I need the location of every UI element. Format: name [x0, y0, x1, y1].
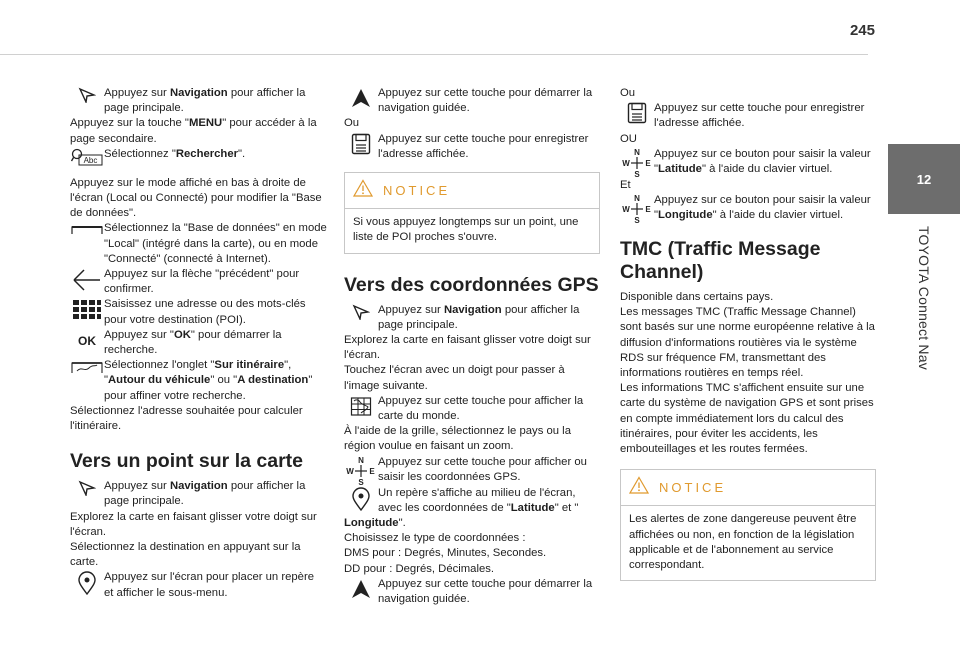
warning-triangle-icon: [353, 179, 373, 202]
step-navigation: [70, 479, 326, 509]
or-label: OU: [620, 132, 637, 145]
navigation-arrow-icon: [70, 479, 104, 496]
instruction-text: À l'aide de la grille, sélectionnez le pays ou la région voulue en faisant un zoom.: [344, 425, 571, 453]
world-grid-icon: [344, 394, 378, 417]
instruction-text: Sélectionnez "Rechercher".: [104, 147, 246, 160]
notice-box: [620, 469, 876, 581]
instruction-text: Explorez la carte en faisant glisser votre doigt sur l'écran.: [70, 510, 317, 538]
ok-icon: OK: [78, 333, 96, 348]
header-rule: [0, 54, 868, 55]
route-tab-icon: [70, 358, 104, 375]
compass-coordinates-icon: [620, 147, 654, 178]
instruction-text: Saisissez une adresse ou des mots-clés pour votre destination (POI).: [104, 298, 306, 326]
step-latitude: [620, 147, 876, 178]
instruction-text: Les informations TMC s'affichent ensuite sur une carte du système de navigation GPS et sont prises en compte immédiatement lors du calcul des itinéraires, pour éviter les accidents, les embouteillages et les routes fermées.: [620, 382, 874, 456]
instruction-text: DD pour : Degrés, Décimales.: [344, 562, 495, 575]
step-world: [344, 394, 600, 424]
instruction-text: Appuyez sur la flèche "précédent" pour confirmer.: [104, 268, 300, 296]
svg-text:N: N: [634, 194, 640, 204]
column-1: [70, 86, 326, 601]
notice-text: Les alertes de zone dangereuse peuvent être affichées ou non, en fonction de la législation applicable et de l'abonnement au service correspondant.: [629, 513, 857, 572]
chapter-number: 12: [916, 171, 932, 187]
start-guidance-icon: [344, 577, 378, 600]
step-route-tab: [70, 358, 326, 404]
instruction-text: Appuyez sur cette touche pour afficher la carte du monde.: [378, 394, 584, 423]
svg-text:Abc: Abc: [83, 155, 98, 165]
column-2: [344, 86, 600, 607]
instruction-text: Appuyez sur le mode affiché en bas à droite de l'écran (Local ou Connecté) pour modifier la "Base de données".: [70, 176, 322, 220]
instruction-text: Sélectionnez la "Base de données" en mode "Local" (intégré dans la carte), ou en mode "Connecté" (connecté à Internet).: [104, 222, 327, 265]
notice-header: [345, 173, 599, 209]
chapter-title: [888, 226, 960, 446]
svg-text:E: E: [645, 158, 651, 168]
instruction-text: Appuyez sur cette touche pour démarrer la navigation guidée.: [378, 87, 593, 115]
instruction-text: DMS pour : Degrés, Minutes, Secondes.: [344, 547, 547, 560]
instruction-text: Appuyez sur cette touche pour enregistrer l'adresse affichée.: [378, 132, 589, 160]
instruction-text: Sélectionnez la destination en appuyant sur la carte.: [70, 541, 301, 569]
step-search: [70, 147, 326, 166]
section-heading: TMC (Traffic Message Channel): [620, 238, 821, 284]
svg-text:E: E: [369, 466, 375, 476]
poi-grid-icon: [70, 297, 104, 320]
start-guidance-icon: [344, 86, 378, 109]
back-arrow-icon: [70, 267, 104, 292]
step-compass: [344, 455, 600, 486]
step-navigation: [344, 303, 600, 333]
svg-text:W: W: [622, 158, 630, 168]
instruction-text: Disponible dans certains pays.: [620, 291, 774, 304]
page-number: 245: [849, 22, 875, 39]
save-address-icon: [344, 132, 378, 155]
step-save: [344, 132, 600, 162]
instruction-text: Appuyez sur l'écran pour placer un repère et afficher le sous-menu.: [104, 571, 315, 599]
instruction-text: Appuyez sur cette touche pour afficher ou saisir les coordonnées GPS.: [378, 455, 587, 483]
navigation-arrow-icon: [70, 86, 104, 103]
section-heading: Vers un point sur la carte: [70, 450, 303, 473]
instruction-text: Appuyez sur la touche "MENU" pour accéder à la page secondaire.: [70, 117, 317, 145]
svg-text:E: E: [645, 205, 651, 215]
instruction-text: Sélectionnez l'onglet "Sur itinéraire", "Autour du véhicule" ou "A destination" pour affiner votre recherche.: [104, 359, 313, 402]
database-tab-icon: [70, 221, 104, 236]
svg-text:N: N: [358, 455, 364, 465]
svg-text:S: S: [634, 169, 640, 178]
instruction-text: Appuyez sur cette touche pour démarrer la navigation guidée.: [378, 577, 593, 606]
map-pin-icon: [70, 570, 104, 595]
or-label: Ou: [620, 87, 636, 99]
instruction-text: Appuyez sur Navigation pour afficher la page principale.: [378, 303, 580, 331]
save-address-icon: [620, 101, 654, 124]
step-pin: [70, 570, 326, 600]
compass-coordinates-icon: [620, 193, 654, 224]
notice-text: Si vous appuyez longtemps sur un point, une liste de POI proches s'ouvre.: [353, 216, 579, 244]
svg-text:W: W: [622, 205, 630, 215]
notice-box: [344, 172, 600, 254]
chapter-tab[interactable]: [888, 144, 960, 214]
instruction-text: Sélectionnez l'adresse souhaitée pour calculer l'itinéraire.: [70, 404, 303, 433]
instruction-text: Longitude".: [344, 517, 406, 530]
step-start: [344, 577, 600, 607]
step-poi: [70, 297, 326, 327]
step-database: [70, 221, 326, 267]
svg-text:N: N: [634, 147, 640, 157]
search-abc-icon: [70, 147, 104, 166]
svg-text:S: S: [358, 477, 364, 486]
instruction-text: Appuyez sur Navigation pour afficher la page principale.: [104, 480, 306, 508]
notice-header: [621, 470, 875, 506]
step-save: [620, 101, 876, 131]
step-longitude: [620, 193, 876, 224]
instruction-text: Touchez l'écran avec un doigt pour passer à l'image suivante.: [344, 364, 565, 392]
svg-text:W: W: [346, 466, 354, 476]
step-ok: [70, 328, 326, 358]
column-3: [620, 86, 876, 591]
compass-coordinates-icon: [344, 455, 378, 486]
map-pin-icon: [344, 486, 378, 511]
step-start: [344, 86, 600, 116]
instruction-text: Choisissez le type de coordonnées :: [344, 532, 526, 545]
step-navigation: [70, 86, 326, 116]
instruction-text: Explorez la carte en faisant glisser votre doigt sur l'écran.: [344, 334, 591, 362]
section-heading: Vers des coordonnées GPS: [344, 273, 599, 296]
navigation-arrow-icon: [344, 303, 378, 320]
instruction-text: Appuyez sur Navigation pour afficher la page principale.: [104, 87, 306, 115]
svg-text:S: S: [634, 216, 640, 225]
warning-triangle-icon: [629, 476, 649, 499]
notice-label: NOTICE: [383, 183, 451, 199]
instruction-text: Un repère s'affiche au milieu de l'écran, avec les coordonnées de "Latitude" et ": [378, 486, 579, 514]
instruction-text: Appuyez sur ce bouton pour saisir la valeur "Latitude" à l'aide du clavier virtuel.: [654, 147, 871, 176]
instruction-text: Appuyez sur "OK" pour démarrer la recherche.: [104, 328, 282, 357]
instruction-text: Appuyez sur cette touche pour enregistrer l'adresse affichée.: [654, 102, 865, 130]
or-label: Et: [620, 178, 631, 191]
step-back: [70, 267, 326, 297]
or-label: Ou: [344, 117, 360, 130]
instruction-text: Appuyez sur ce bouton pour saisir la valeur "Longitude" à l'aide du clavier virtuel.: [654, 194, 871, 222]
step-pin: [344, 486, 600, 516]
notice-label: NOTICE: [659, 480, 727, 496]
instruction-text: Les messages TMC (Traffic Message Channel) sont basés sur une norme européenne relative à la diffusion d'informations routières via le système RDS sur fréquence FM, transmettant des informations routières en temps réel.: [620, 306, 875, 380]
chapter-title-text: TOYOTA Connect Nav: [916, 226, 932, 370]
